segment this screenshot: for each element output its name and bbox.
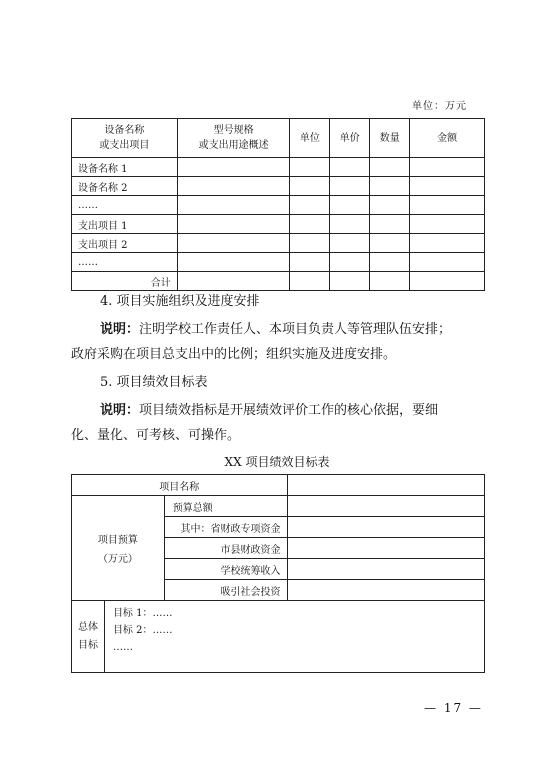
table-cell [330, 196, 370, 215]
table-cell [330, 215, 370, 234]
table-cell [177, 158, 290, 177]
note-label: 说明： [100, 403, 140, 418]
row-label: 设备名称 1 [72, 158, 178, 177]
equipment-table [71, 118, 485, 291]
table-cell [177, 215, 290, 234]
table-cell [330, 177, 370, 196]
table-row [72, 196, 485, 215]
table-cell [410, 215, 485, 234]
overall-target-content [104, 601, 484, 673]
header-model-spec: 型号规格 或支出用途概述 [177, 119, 290, 158]
table-cell [410, 253, 485, 272]
note-label: 说明： [100, 322, 140, 337]
section5-note-line1 [100, 401, 438, 421]
budget-row [72, 496, 485, 517]
table-cell [410, 196, 485, 215]
note-text: 项目绩效指标是开展绩效评价工作的核心依据，要细 [139, 403, 439, 418]
table-cell [290, 196, 330, 215]
table-cell [287, 517, 484, 538]
row-label: …… [72, 196, 178, 215]
total-row [72, 272, 485, 291]
table-cell [290, 215, 330, 234]
row-label: …… [72, 253, 178, 272]
table-cell [370, 215, 410, 234]
section4-note-line1 [100, 320, 451, 340]
note-text: 注明学校工作责任人、本项目负责人等管理队伍安排； [139, 322, 452, 337]
header-unit: 单位 [290, 119, 330, 158]
goal-table [71, 474, 485, 673]
table-cell [287, 496, 484, 517]
table-row [72, 234, 485, 253]
table-cell [410, 158, 485, 177]
table-row [72, 253, 485, 272]
table-cell [287, 538, 484, 559]
table-cell [370, 272, 410, 291]
table-cell [290, 177, 330, 196]
table-cell [177, 177, 290, 196]
table-cell [410, 234, 485, 253]
table-cell [177, 196, 290, 215]
table-cell [177, 272, 290, 291]
budget-school-label: 学校统筹收入 [164, 559, 287, 580]
overall-target-label: 总体 目标 [72, 601, 105, 673]
project-name-label: 项目名称 [72, 475, 288, 496]
table-cell [370, 196, 410, 215]
table-cell [290, 272, 330, 291]
project-name-row [72, 475, 485, 496]
table-row [72, 177, 485, 196]
page-number: — 17 — [424, 701, 483, 715]
target-line: 目标 2：…… [112, 625, 173, 636]
table-cell [177, 234, 290, 253]
table-cell [290, 234, 330, 253]
target-line: 目标 1：…… [112, 608, 173, 619]
table-cell [287, 475, 484, 496]
table-cell [410, 272, 485, 291]
section4-note-line2: 政府采购在项目总支出中的比例；组织实施及进度安排。 [71, 347, 397, 362]
table-cell [330, 272, 370, 291]
table-cell [370, 158, 410, 177]
table-cell [290, 158, 330, 177]
table-cell [177, 253, 290, 272]
section5-note-line2: 化、量化、可考核、可操作。 [71, 428, 241, 443]
overall-target-row [72, 601, 485, 673]
budget-total-label: 预算总额 [164, 496, 287, 517]
row-label: 支出项目 1 [72, 215, 178, 234]
budget-social-label: 吸引社会投资 [164, 580, 287, 601]
table-cell [370, 177, 410, 196]
table-cell [370, 234, 410, 253]
table-row [72, 215, 485, 234]
table-cell [370, 253, 410, 272]
header-quantity: 数量 [370, 119, 410, 158]
table-cell [410, 177, 485, 196]
section5-heading: 5. 项目绩效目标表 [100, 375, 208, 390]
section4-heading: 4. 项目实施组织及进度安排 [100, 294, 260, 309]
row-label: 支出项目 2 [72, 234, 178, 253]
goal-table-title: XX 项目绩效目标表 [224, 455, 330, 469]
header-amount: 金额 [410, 119, 485, 158]
table-cell [287, 559, 484, 580]
target-line: …… [112, 642, 133, 653]
table-cell [290, 253, 330, 272]
budget-city-label: 市县财政资金 [164, 538, 287, 559]
table-row [72, 158, 485, 177]
table-cell [330, 253, 370, 272]
header-equipment-name: 设备名称 或支出项目 [72, 119, 178, 158]
table-cell [287, 580, 484, 601]
total-label: 合计 [72, 272, 178, 291]
project-budget-label: 项目预算 （万元） [72, 496, 165, 601]
table-cell [330, 234, 370, 253]
equipment-header-row [72, 119, 485, 158]
budget-provincial-label: 其中：省财政专项资金 [164, 517, 287, 538]
unit-label: 单位：万元 [412, 101, 467, 112]
header-unit-price: 单价 [330, 119, 370, 158]
table-cell [330, 158, 370, 177]
row-label: 设备名称 2 [72, 177, 178, 196]
